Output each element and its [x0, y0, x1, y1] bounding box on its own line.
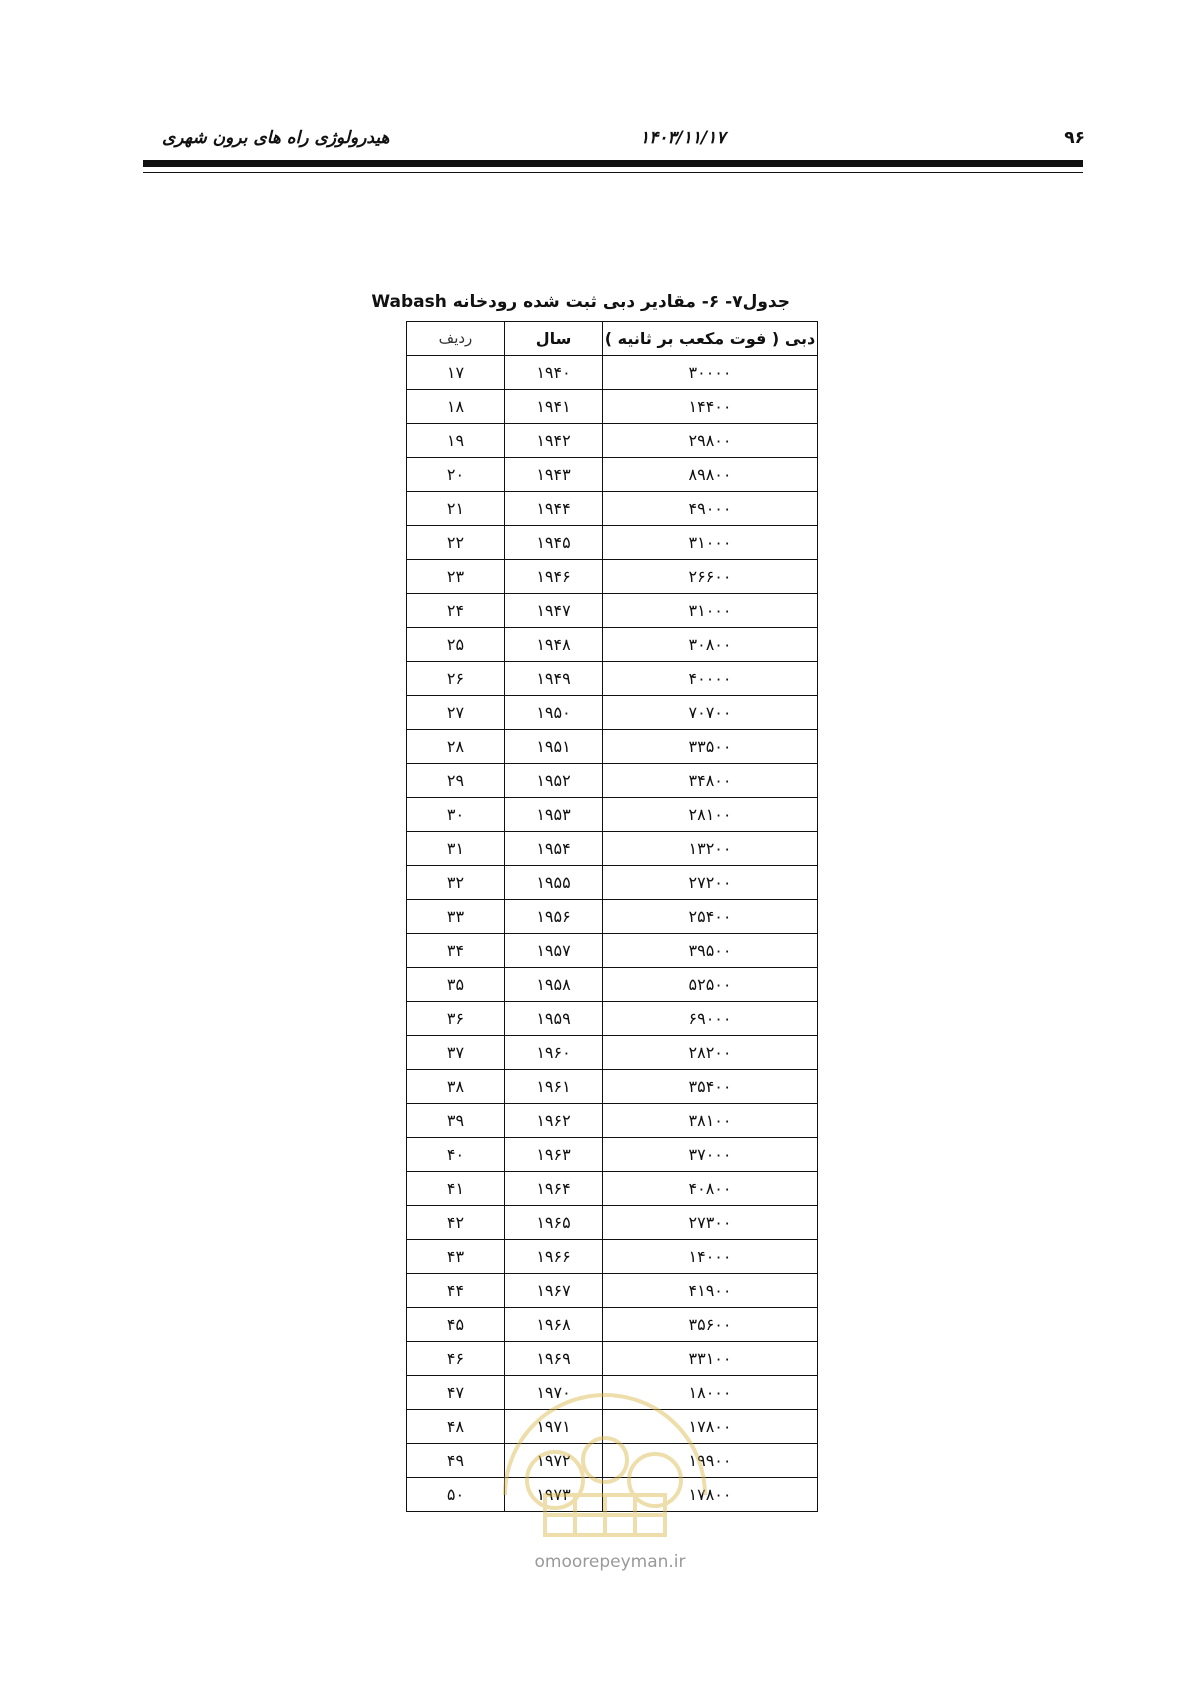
cell-year: ۱۹۶۰	[505, 1036, 603, 1070]
cell-flow: ۳۳۵۰۰	[603, 730, 818, 764]
table-row	[407, 730, 818, 764]
table-row	[407, 1138, 818, 1172]
cell-flow: ۳۳۱۰۰	[603, 1342, 818, 1376]
cell-year: ۱۹۶۷	[505, 1274, 603, 1308]
table-row	[407, 1206, 818, 1240]
cell-flow: ۴۰۰۰۰	[603, 662, 818, 696]
cell-year: ۱۹۵۳	[505, 798, 603, 832]
table-row	[407, 492, 818, 526]
header-rule-thin	[143, 172, 1083, 173]
table-header-row	[407, 322, 818, 356]
table-row	[407, 594, 818, 628]
cell-year: ۱۹۵۶	[505, 900, 603, 934]
cell-flow: ۴۱۹۰۰	[603, 1274, 818, 1308]
flow-table	[406, 321, 818, 1512]
cell-year: ۱۹۵۲	[505, 764, 603, 798]
cell-year: ۱۹۵۹	[505, 1002, 603, 1036]
cell-year: ۱۹۵۷	[505, 934, 603, 968]
cell-row-number: ۴۸	[407, 1410, 505, 1444]
table-row	[407, 560, 818, 594]
cell-flow: ۱۷۸۰۰	[603, 1410, 818, 1444]
cell-row-number: ۳۴	[407, 934, 505, 968]
watermark-url: omoorepeyman.ir	[534, 1552, 686, 1572]
cell-year: ۱۹۴۳	[505, 458, 603, 492]
cell-flow: ۱۸۰۰۰	[603, 1376, 818, 1410]
table-row	[407, 1342, 818, 1376]
table-row	[407, 934, 818, 968]
cell-row-number: ۱۷	[407, 356, 505, 390]
cell-flow: ۳۱۰۰۰	[603, 594, 818, 628]
header-flow: دبی ( فوت مکعب بر ثانیه )	[603, 322, 818, 356]
table-row	[407, 628, 818, 662]
cell-flow: ۲۶۶۰۰	[603, 560, 818, 594]
cell-year: ۱۹۵۰	[505, 696, 603, 730]
cell-row-number: ۲۲	[407, 526, 505, 560]
cell-row-number: ۲۱	[407, 492, 505, 526]
cell-row-number: ۳۶	[407, 1002, 505, 1036]
cell-year: ۱۹۶۸	[505, 1308, 603, 1342]
cell-row-number: ۴۴	[407, 1274, 505, 1308]
cell-year: ۱۹۵۱	[505, 730, 603, 764]
cell-row-number: ۳۲	[407, 866, 505, 900]
cell-flow: ۲۸۲۰۰	[603, 1036, 818, 1070]
table-row	[407, 798, 818, 832]
table-row	[407, 356, 818, 390]
cell-year: ۱۹۴۹	[505, 662, 603, 696]
cell-row-number: ۴۵	[407, 1308, 505, 1342]
cell-row-number: ۲۴	[407, 594, 505, 628]
cell-row-number: ۴۷	[407, 1376, 505, 1410]
cell-flow: ۳۰۸۰۰	[603, 628, 818, 662]
table-row	[407, 424, 818, 458]
cell-flow: ۵۲۵۰۰	[603, 968, 818, 1002]
cell-year: ۱۹۶۵	[505, 1206, 603, 1240]
cell-flow: ۱۳۲۰۰	[603, 832, 818, 866]
table-row	[407, 1478, 818, 1512]
cell-flow: ۲۷۲۰۰	[603, 866, 818, 900]
cell-year: ۱۹۴۷	[505, 594, 603, 628]
table-row	[407, 390, 818, 424]
cell-flow: ۳۴۸۰۰	[603, 764, 818, 798]
cell-row-number: ۳۱	[407, 832, 505, 866]
cell-year: ۱۹۴۴	[505, 492, 603, 526]
cell-row-number: ۲۵	[407, 628, 505, 662]
cell-year: ۱۹۶۳	[505, 1138, 603, 1172]
cell-year: ۱۹۷۳	[505, 1478, 603, 1512]
cell-row-number: ۱۹	[407, 424, 505, 458]
page-header	[0, 128, 1191, 150]
cell-row-number: ۲۷	[407, 696, 505, 730]
cell-row-number: ۴۹	[407, 1444, 505, 1478]
cell-flow: ۶۹۰۰۰	[603, 1002, 818, 1036]
cell-year: ۱۹۷۰	[505, 1376, 603, 1410]
cell-row-number: ۴۲	[407, 1206, 505, 1240]
cell-flow: ۳۱۰۰۰	[603, 526, 818, 560]
cell-flow: ۲۸۱۰۰	[603, 798, 818, 832]
cell-row-number: ۱۸	[407, 390, 505, 424]
table-row	[407, 696, 818, 730]
cell-year: ۱۹۶۹	[505, 1342, 603, 1376]
cell-flow: ۸۹۸۰۰	[603, 458, 818, 492]
cell-year: ۱۹۶۶	[505, 1240, 603, 1274]
cell-row-number: ۲۶	[407, 662, 505, 696]
header-year: سال	[505, 322, 603, 356]
cell-year: ۱۹۷۲	[505, 1444, 603, 1478]
cell-row-number: ۲۹	[407, 764, 505, 798]
table-row	[407, 764, 818, 798]
cell-row-number: ۳۵	[407, 968, 505, 1002]
table-row	[407, 866, 818, 900]
table-caption: جدول۷- ۶- مقادیر دبی ثبت شده رودخانه Wabash	[371, 292, 790, 312]
table-row	[407, 1070, 818, 1104]
table-row	[407, 662, 818, 696]
page-number: ۹۶	[1064, 128, 1085, 148]
table-row	[407, 1172, 818, 1206]
cell-row-number: ۲۳	[407, 560, 505, 594]
table-row	[407, 526, 818, 560]
cell-flow: ۳۵۴۰۰	[603, 1070, 818, 1104]
cell-flow: ۱۷۸۰۰	[603, 1478, 818, 1512]
table-row	[407, 1240, 818, 1274]
table-row	[407, 968, 818, 1002]
cell-flow: ۱۴۰۰۰	[603, 1240, 818, 1274]
cell-row-number: ۴۰	[407, 1138, 505, 1172]
table-row	[407, 1002, 818, 1036]
cell-year: ۱۹۴۶	[505, 560, 603, 594]
cell-year: ۱۹۴۱	[505, 390, 603, 424]
cell-year: ۱۹۶۱	[505, 1070, 603, 1104]
cell-flow: ۳۹۵۰۰	[603, 934, 818, 968]
cell-flow: ۷۰۷۰۰	[603, 696, 818, 730]
cell-year: ۱۹۵۴	[505, 832, 603, 866]
cell-flow: ۳۸۱۰۰	[603, 1104, 818, 1138]
table-body	[407, 356, 818, 1512]
cell-year: ۱۹۵۵	[505, 866, 603, 900]
book-title: هیدرولوژی راه های برون شهری	[162, 128, 390, 148]
cell-year: ۱۹۴۲	[505, 424, 603, 458]
cell-flow: ۱۹۹۰۰	[603, 1444, 818, 1478]
cell-row-number: ۴۳	[407, 1240, 505, 1274]
cell-flow: ۳۷۰۰۰	[603, 1138, 818, 1172]
cell-row-number: ۵۰	[407, 1478, 505, 1512]
cell-year: ۱۹۴۸	[505, 628, 603, 662]
cell-flow: ۲۹۸۰۰	[603, 424, 818, 458]
cell-row-number: ۴۱	[407, 1172, 505, 1206]
cell-row-number: ۲۰	[407, 458, 505, 492]
cell-year: ۱۹۶۴	[505, 1172, 603, 1206]
cell-flow: ۴۰۸۰۰	[603, 1172, 818, 1206]
cell-row-number: ۴۶	[407, 1342, 505, 1376]
table-row	[407, 1308, 818, 1342]
table-row	[407, 832, 818, 866]
cell-row-number: ۳۰	[407, 798, 505, 832]
header-date: ۱۴۰۳/۱۱/۱۷	[640, 128, 726, 148]
header-row-number: ردیف	[407, 322, 505, 356]
cell-year: ۱۹۶۲	[505, 1104, 603, 1138]
cell-row-number: ۳۳	[407, 900, 505, 934]
table-row	[407, 458, 818, 492]
cell-row-number: ۲۸	[407, 730, 505, 764]
cell-year: ۱۹۴۰	[505, 356, 603, 390]
table-row	[407, 900, 818, 934]
table-row	[407, 1274, 818, 1308]
table-row	[407, 1104, 818, 1138]
cell-year: ۱۹۷۱	[505, 1410, 603, 1444]
cell-flow: ۳۵۶۰۰	[603, 1308, 818, 1342]
cell-row-number: ۳۷	[407, 1036, 505, 1070]
table-row	[407, 1376, 818, 1410]
cell-flow: ۲۵۴۰۰	[603, 900, 818, 934]
table-row	[407, 1444, 818, 1478]
cell-flow: ۲۷۳۰۰	[603, 1206, 818, 1240]
cell-flow: ۴۹۰۰۰	[603, 492, 818, 526]
cell-year: ۱۹۵۸	[505, 968, 603, 1002]
cell-flow: ۳۰۰۰۰	[603, 356, 818, 390]
table-row	[407, 1036, 818, 1070]
cell-year: ۱۹۴۵	[505, 526, 603, 560]
cell-row-number: ۳۸	[407, 1070, 505, 1104]
cell-flow: ۱۴۴۰۰	[603, 390, 818, 424]
table-row	[407, 1410, 818, 1444]
header-rule-thick	[143, 160, 1083, 167]
cell-row-number: ۳۹	[407, 1104, 505, 1138]
